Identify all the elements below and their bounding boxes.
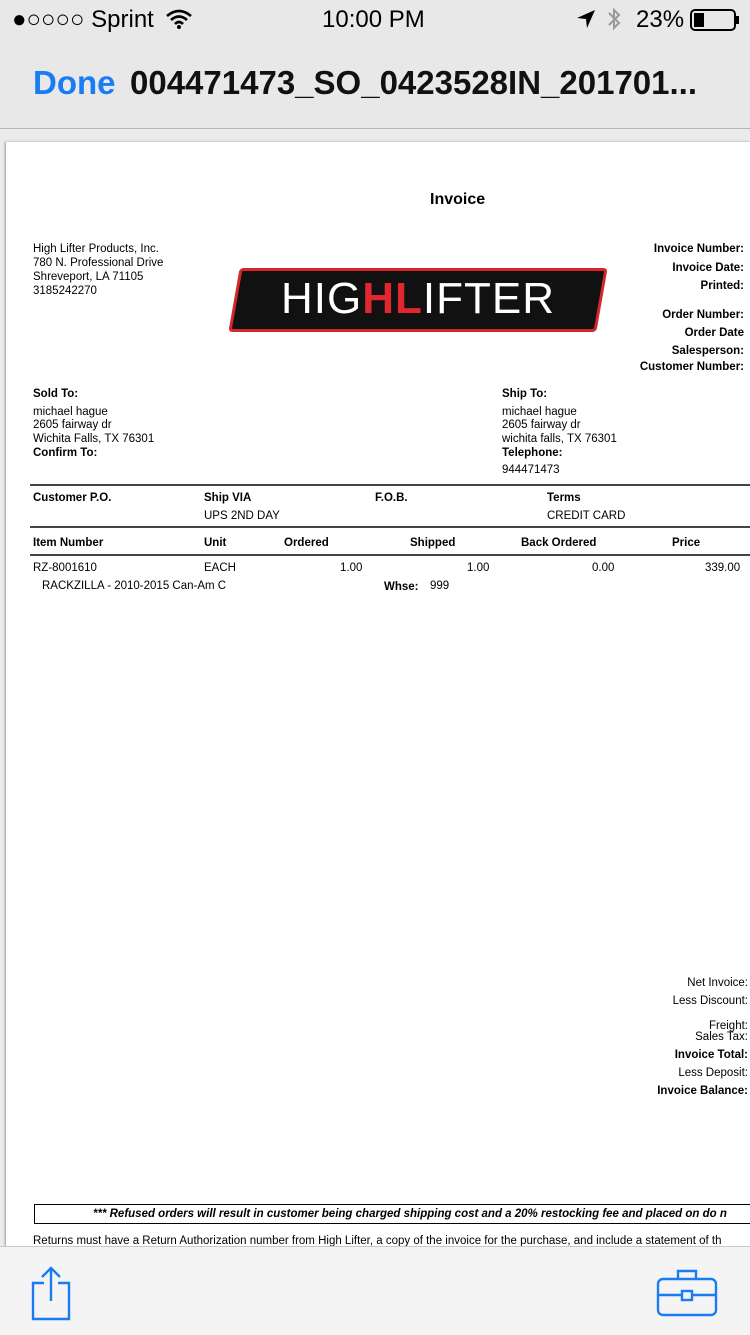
refused-orders-notice: *** Refused orders will result in customer being charged shipping cost and a 20% restocking fee and placed on do n xyxy=(93,1208,727,1220)
sold-to-address-1: 2605 fairway dr xyxy=(33,419,112,431)
sold-to-name: michael hague xyxy=(33,406,108,418)
status-bar xyxy=(0,0,750,40)
company-phone: 3185242270 xyxy=(33,285,97,297)
customer-number-label: Customer Number: xyxy=(639,361,744,373)
item-description: RACKZILLA - 2010-2015 Can-Am C xyxy=(42,580,227,592)
item-shipped: 1.00 xyxy=(467,562,490,574)
ship-to-name: michael hague xyxy=(502,406,577,418)
telephone-value: 944471473 xyxy=(502,464,560,476)
company-address-1: 780 N. Professional Drive xyxy=(33,257,164,269)
less-deposit-label: Less Deposit: xyxy=(678,1067,748,1079)
invoice-balance-label: Invoice Balance: xyxy=(657,1085,748,1097)
telephone-label: Telephone: xyxy=(502,447,563,459)
terms-label: Terms xyxy=(547,492,581,504)
customer-po-label: Customer P.O. xyxy=(33,492,112,504)
divider xyxy=(30,526,750,528)
toolbox-icon[interactable] xyxy=(656,1267,718,1322)
battery-icon xyxy=(690,9,740,38)
freight-label: Freight: xyxy=(709,1020,748,1032)
column-header-shipped: Shipped xyxy=(410,537,456,549)
item-number: RZ-8001610 xyxy=(33,562,97,574)
item-ordered: 1.00 xyxy=(340,562,363,574)
company-name: High Lifter Products, Inc. xyxy=(33,243,159,255)
invoice-total-label: Invoice Total: xyxy=(674,1049,748,1061)
less-discount-label: Less Discount: xyxy=(672,995,748,1007)
item-unit: EACH xyxy=(204,562,236,574)
divider xyxy=(30,484,750,486)
company-address-2: Shreveport, LA 71105 xyxy=(33,271,144,283)
invoice-date-label: Invoice Date: xyxy=(672,262,744,274)
high-lifter-logo xyxy=(228,268,607,332)
column-header-unit: Unit xyxy=(204,537,227,549)
done-button[interactable]: Done xyxy=(33,64,116,101)
clock: 10:00 PM xyxy=(322,6,425,33)
printed-label: Printed: xyxy=(700,280,744,292)
column-header-price: Price xyxy=(672,537,701,549)
logo-part-2: HL xyxy=(362,274,423,323)
logo-part-1: HIG xyxy=(281,274,363,323)
divider xyxy=(30,554,750,556)
salesperson-label: Salesperson: xyxy=(671,345,744,357)
invoice-document[interactable] xyxy=(6,142,750,1246)
net-invoice-label: Net Invoice: xyxy=(687,977,748,989)
confirm-to-label: Confirm To: xyxy=(33,447,98,459)
item-price: 339.00 xyxy=(705,562,741,574)
column-header-item-number: Item Number xyxy=(33,537,104,549)
share-icon[interactable] xyxy=(30,1265,72,1326)
order-number-label: Order Number: xyxy=(662,309,744,321)
ship-to-address-1: 2605 fairway dr xyxy=(502,419,581,431)
ship-via-label: Ship VIA xyxy=(204,492,252,504)
navigation-bar xyxy=(0,40,750,129)
sold-to-address-2: Wichita Falls, TX 76301 xyxy=(33,433,155,445)
wifi-icon xyxy=(166,8,192,37)
battery-percent: 23% xyxy=(636,6,685,33)
fob-label: F.O.B. xyxy=(375,492,408,504)
carrier-signal: ●○○○○ Sprint xyxy=(12,6,154,33)
column-header-ordered: Ordered xyxy=(284,537,329,549)
column-header-back-ordered: Back Ordered xyxy=(521,537,597,549)
terms-value: CREDIT CARD xyxy=(547,510,626,522)
ship-via-value: UPS 2ND DAY xyxy=(204,510,280,522)
ship-to-address-2: wichita falls, TX 76301 xyxy=(502,433,617,445)
refused-orders-notice-box xyxy=(34,1204,750,1224)
order-date-label: Order Date xyxy=(684,327,744,339)
whse-value: 999 xyxy=(430,580,450,592)
returns-policy-text: Returns must have a Return Authorization number from High Lifter, a copy of the invoice for the purchase, and include a statement of th xyxy=(33,1235,722,1246)
location-arrow-icon xyxy=(576,8,596,36)
invoice-number-label: Invoice Number: xyxy=(653,243,744,255)
ship-to-label: Ship To: xyxy=(502,388,548,400)
bottom-toolbar xyxy=(0,1246,750,1335)
whse-label: Whse: xyxy=(384,581,419,593)
sales-tax-label: Sales Tax: xyxy=(695,1031,748,1043)
invoice-heading: Invoice xyxy=(430,191,486,208)
logo-part-3: IFTER xyxy=(422,274,555,323)
bluetooth-icon xyxy=(606,6,622,39)
document-title: 004471473_SO_0423528IN_201701... xyxy=(130,64,698,101)
item-back-ordered: 0.00 xyxy=(592,562,615,574)
sold-to-label: Sold To: xyxy=(33,388,79,400)
